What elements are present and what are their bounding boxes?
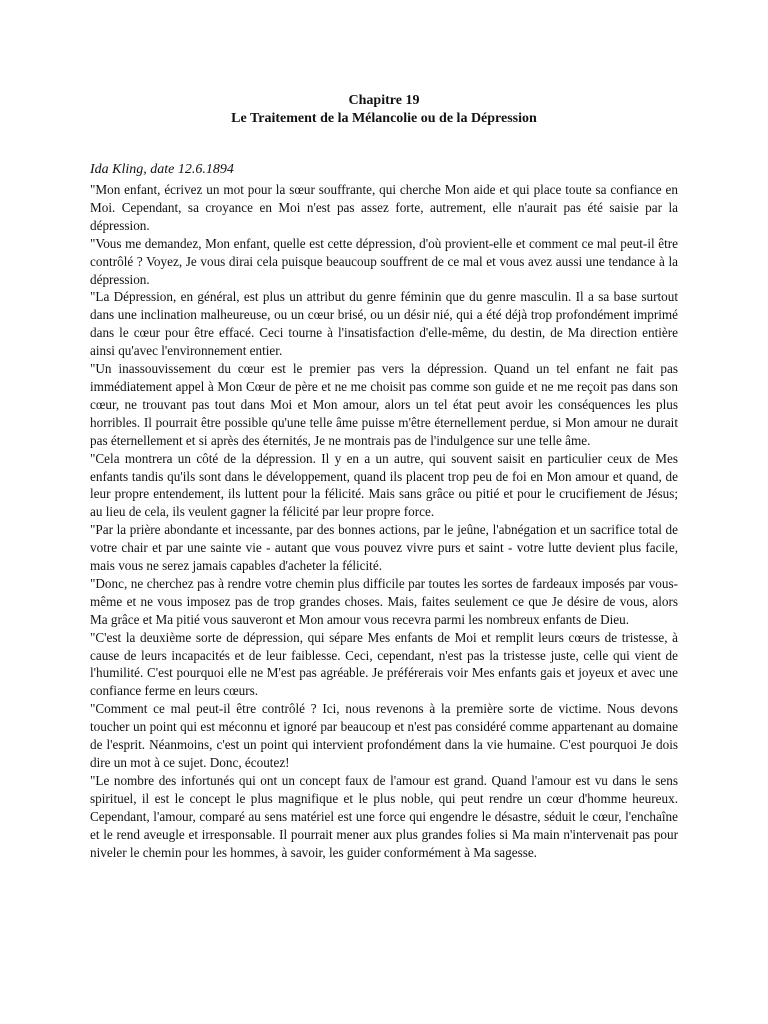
chapter-title: Le Traitement de la Mélancolie ou de la Dépression <box>231 111 537 126</box>
paragraph: "Par la prière abondante et incessante, par des bonnes actions, par le jeûne, l'abnégation et un sacrifice total de votre chair et par une sainte vie - autant que vous pouvez vivre purs et saint - votre lutte devient plus facile, mais vous ne serez jamais capables d'acheter la félicité. <box>90 522 678 574</box>
body-text <box>90 181 678 861</box>
paragraph: "C'est la deuxième sorte de dépression, qui sépare Mes enfants de Moi et remplit leurs cœurs de tristesse, à cause de leurs incapacités et de leur faiblesse. Ceci, cependant, n'est pas la tristesse juste, celle qui vient de l'humilité. C'est pourquoi elle ne M'est pas agréable. Je préférerais voir Mes enfants gais et joyeux et avec une confiance ferme en leurs cœurs. <box>90 629 678 699</box>
paragraph: "Comment ce mal peut-il être contrôlé ? Ici, nous revenons à la première sorte de victime. Nous devons toucher un point qui est méconnu et ignoré par beaucoup et n'est pas considéré comme appartenant au domaine de l'esprit. Néanmoins, c'est un point qui intervient profondément dans la vie humaine. C'est pourquoi Je dois dire un mot à ce sujet. Donc, écoutez! <box>90 701 678 770</box>
chapter-heading: Chapitre 19 <box>348 93 420 108</box>
paragraph: "Le nombre des infortunés qui ont un concept faux de l'amour est grand. Quand l'amour est vu dans le sens spirituel, il est le concept le plus magnifique et le plus noble, qui peut rendre un cœur d'homme heureux. Cependant, l'amour, comparé au sens matériel est une force qui engendre le désastre, séduit le cœur, l'enchaîne et le rend aveugle et irresponsable. Il pourrait mener aux plus grandes folies si Ma main n'intervenait pas pour niveler le chemin pour les hommes, à savoir, les guider conformément à Ma sagesse. <box>90 772 678 860</box>
paragraph: "Mon enfant, écrivez un mot pour la sœur souffrante, qui cherche Mon aide et qui place toute sa confiance en Moi. Cependant, sa croyance en Moi n'est pas assez forte, autrement, elle n'aurait pas été saisie par la dépression. <box>90 182 678 233</box>
byline: Ida Kling, date 12.6.1894 <box>90 162 234 177</box>
paragraph: "Un inassouvissement du cœur est le premier pas vers la dépression. Quand un tel enfant ne fait pas immédiatement appel à Mon Cœur de père et ne me choisit pas comme son guide et ne me reçoit pas dans son cœur, ne trouvant pas tout dans Moi et Mon amour, alors un tel état peut avoir les conséquences les plus horribles. Il pourrait être possible qu'une telle âme puisse m'être éternellement perdue, si Mon amour ne durait pas éternellement et si après des éternités, Je ne montrais pas de l'indulgence sur une telle âme. <box>90 361 678 448</box>
paragraph: "Cela montrera un côté de la dépression. Il y en a un autre, qui souvent saisit en particulier ceux de Mes enfants tandis qu'ils sont dans le développement, quand ils placent trop peu de foi en Mon amour et quand, de leur propre entendement, ils luttent pour la félicité. Mais sans grâce ou pitié et pour le crucifiement de Jésus; au lieu de cela, ils veulent gagner la félicité par leur propre force. <box>90 450 678 520</box>
paragraph: "Donc, ne cherchez pas à rendre votre chemin plus difficile par toutes les sortes de fardeaux imposés par vous-même et ne vous imposez pas de trop grandes choses. Mais, faites seulement ce que Je désire de vous, alors Ma grâce et Ma pitié vous sauveront et Mon amour vous recevra parmi les nombreux enfants de Dieu. <box>90 575 678 627</box>
paragraph: "La Dépression, en général, est plus un attribut du genre féminin que du genre masculin. Il a sa base surtout dans une inclination malheureuse, ou un cœur brisé, ou un désir nié, qui a été déjà trop profondément imprimé dans le cœur pour être effacé. Ceci tourne à l'insatisfaction d'elle-même, du destin, de Ma direction entière ainsi qu'avec l'environnement entier. <box>90 289 678 359</box>
paragraph: "Vous me demandez, Mon enfant, quelle est cette dépression, d'où provient-elle et comment ce mal peut-il être contrôlé ? Voyez, Je vous dirai cela puisque beaucoup souffrent de ce mal et vous avez aussi une tendance à la dépression. <box>90 235 678 287</box>
